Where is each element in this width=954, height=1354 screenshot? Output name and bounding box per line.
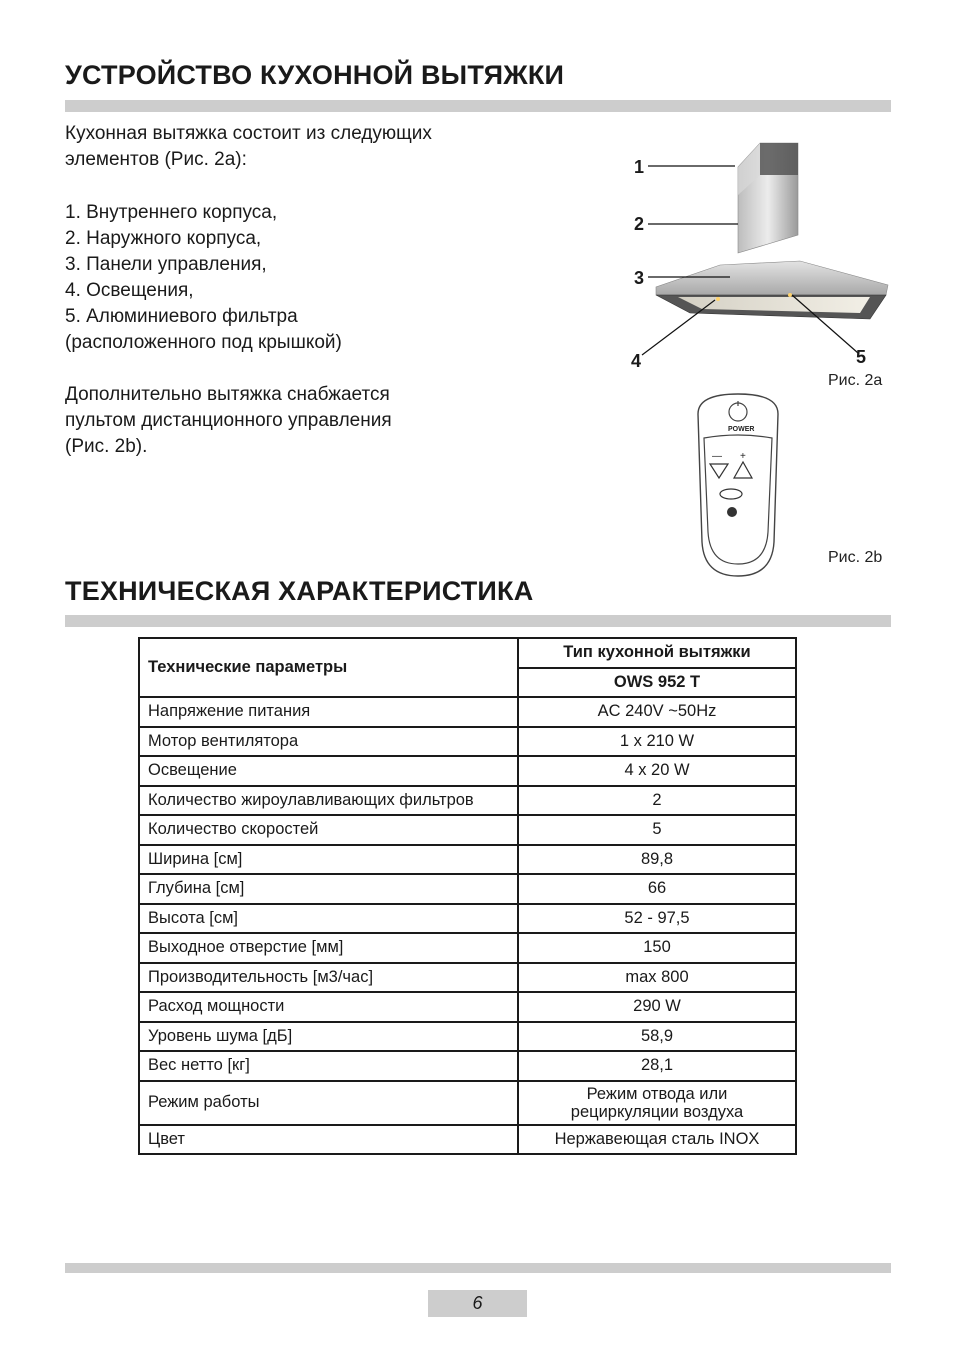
plus-label: + — [740, 451, 746, 462]
minus-label: — — [712, 451, 722, 462]
canopy-shape — [656, 261, 888, 295]
table-row — [139, 697, 796, 727]
param-cell: Мотор вентилятора — [139, 727, 518, 757]
table-row — [139, 1051, 796, 1081]
list-item: 5. Алюминиевого фильтра — [65, 306, 298, 327]
param-cell: Режим работы — [139, 1081, 518, 1125]
value-cell — [518, 1081, 796, 1125]
value-line: рециркуляции воздуха — [570, 1102, 744, 1121]
table-row — [139, 992, 796, 1022]
table-row — [139, 756, 796, 786]
light-spot — [716, 297, 720, 301]
value-cell: AC 240V ~50Hz — [518, 697, 796, 727]
power-label: POWER — [728, 426, 755, 433]
title-underline — [65, 100, 891, 112]
table-row — [139, 845, 796, 875]
table-row — [139, 904, 796, 934]
param-cell: Производительность [м3/час] — [139, 963, 518, 993]
list-item: 4. Освещения, — [65, 280, 194, 301]
table-row — [139, 786, 796, 816]
light-button-icon — [720, 489, 742, 499]
param-cell: Количество жироулавливающих фильтров — [139, 786, 518, 816]
header-params-cell: Технические параметры — [139, 638, 518, 697]
list-item: 1. Внутреннего корпуса, — [65, 202, 278, 223]
figure-caption-2b: Рис. 2b — [828, 549, 883, 566]
light-spot — [788, 293, 792, 297]
value-cell: 58,9 — [518, 1022, 796, 1052]
value-cell: 52 - 97,5 — [518, 904, 796, 934]
callout-1: 1 — [634, 157, 645, 177]
value-cell: 66 — [518, 874, 796, 904]
figure-caption-2a: Рис. 2а — [828, 372, 883, 389]
value-cell: 28,1 — [518, 1051, 796, 1081]
header-type-cell: Тип кухонной вытяжки — [518, 638, 796, 668]
param-cell: Освещение — [139, 756, 518, 786]
list-item: (расположенного под крышкой) — [65, 332, 342, 353]
value-cell: 1 x 210 W — [518, 727, 796, 757]
value-cell: 2 — [518, 786, 796, 816]
param-cell: Уровень шума [дБ] — [139, 1022, 518, 1052]
value-cell: Нержавеющая сталь INOX — [518, 1125, 796, 1155]
table-row — [139, 933, 796, 963]
remote-line: Дополнительно вытяжка снабжается — [65, 384, 390, 405]
param-cell: Ширина [см] — [139, 845, 518, 875]
table-row — [139, 815, 796, 845]
callout-3: 3 — [634, 268, 645, 288]
param-cell: Цвет — [139, 1125, 518, 1155]
components-list — [65, 200, 342, 356]
title-underline — [65, 615, 891, 627]
table-row — [139, 1081, 796, 1125]
hood-illustration — [620, 135, 900, 375]
callout-4: 4 — [631, 351, 642, 371]
leader-line — [642, 300, 715, 355]
value-line: Режим отвода или — [586, 1084, 728, 1103]
callout-2: 2 — [634, 214, 645, 234]
chimney-vent — [760, 143, 798, 175]
table-row — [139, 1022, 796, 1052]
value-cell: 290 W — [518, 992, 796, 1022]
value-cell: 89,8 — [518, 845, 796, 875]
table-row — [139, 727, 796, 757]
model-cell: OWS 952 T — [518, 668, 796, 698]
remote-illustration — [688, 392, 788, 578]
param-cell: Высота [см] — [139, 904, 518, 934]
remote-line: пультом дистанционного управления — [65, 410, 392, 431]
param-cell: Количество скоростей — [139, 815, 518, 845]
table-row — [139, 963, 796, 993]
callout-5: 5 — [856, 347, 867, 367]
list-item: 3. Панели управления, — [65, 254, 267, 275]
value-cell: 4 x 20 W — [518, 756, 796, 786]
param-cell: Выходное отверстие [мм] — [139, 933, 518, 963]
intro-paragraph — [65, 121, 432, 173]
intro-line: Кухонная вытяжка состоит из следующих — [65, 123, 432, 144]
param-cell: Расход мощности — [139, 992, 518, 1022]
value-cell: 5 — [518, 815, 796, 845]
param-cell: Вес нетто [кг] — [139, 1051, 518, 1081]
value-cell: 150 — [518, 933, 796, 963]
spec-table — [138, 637, 797, 1155]
list-item: 2. Наружного корпуса, — [65, 228, 262, 249]
section-title-specs: ТЕХНИЧЕСКАЯ ХАРАКТЕРИСТИКА — [65, 576, 534, 606]
remote-paragraph — [65, 382, 392, 460]
table-row — [139, 874, 796, 904]
section-title-device: УСТРОЙСТВО КУХОННОЙ ВЫТЯЖКИ — [65, 60, 565, 90]
page-number: 6 — [428, 1290, 527, 1317]
footer-rule — [65, 1263, 891, 1273]
table-row — [139, 1125, 796, 1155]
table-header-row — [139, 638, 796, 668]
param-cell: Напряжение питания — [139, 697, 518, 727]
intro-line: элементов (Рис. 2а): — [65, 149, 247, 170]
timer-icon — [727, 507, 737, 517]
value-cell: max 800 — [518, 963, 796, 993]
param-cell: Глубина [см] — [139, 874, 518, 904]
remote-line: (Рис. 2b). — [65, 436, 148, 457]
